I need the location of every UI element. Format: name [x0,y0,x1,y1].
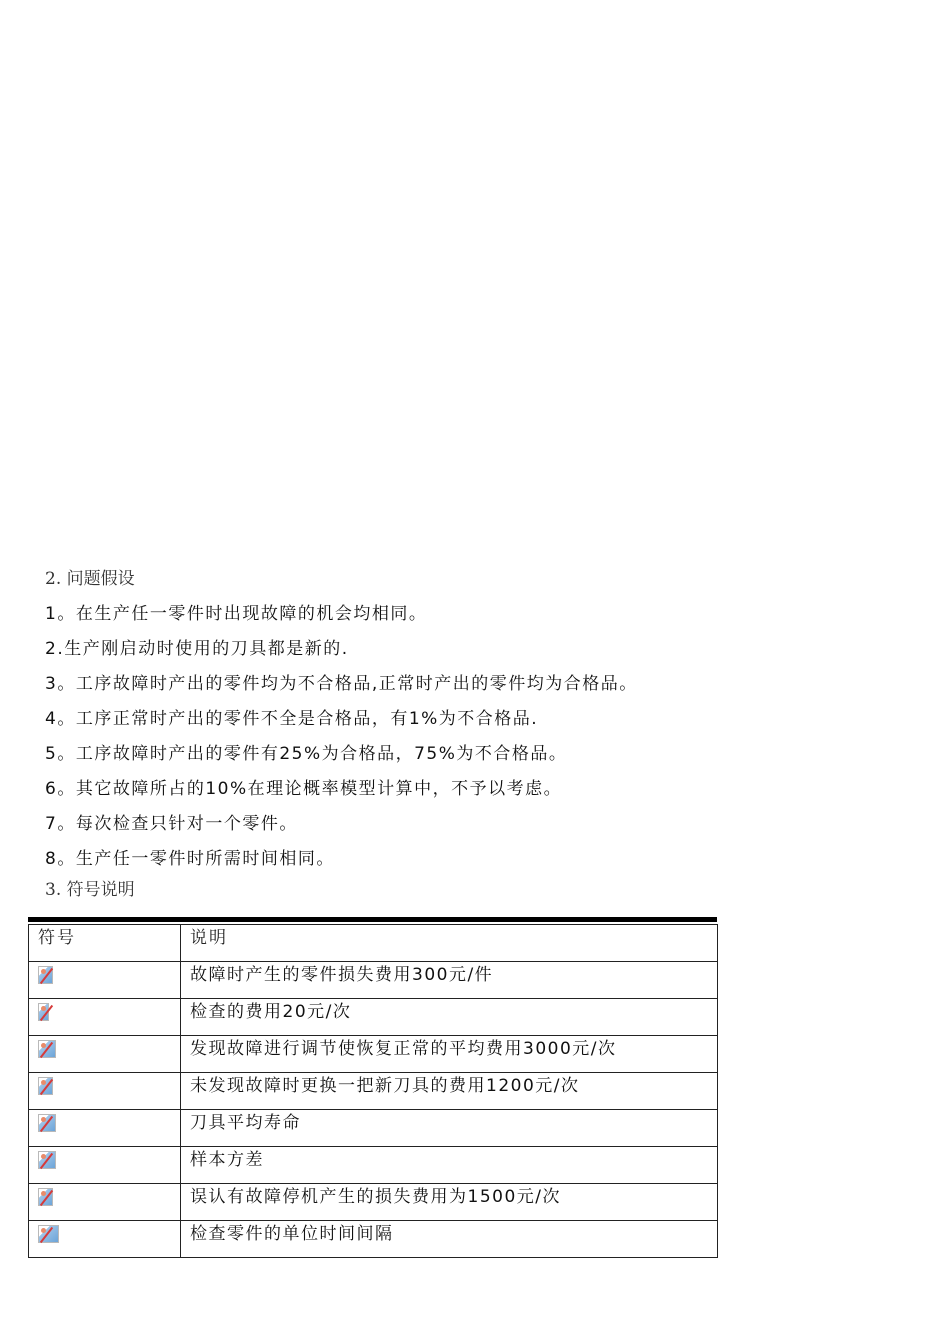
description-cell: 故障时产生的零件损失费用300元/件 [181,962,718,999]
table-top-rule [28,917,717,922]
table-row [29,1184,718,1221]
broken-image-icon [38,1151,56,1169]
assumption-item: 3。工序故障时产出的零件均为不合格品,正常时产出的零件均为合格品。 [45,674,638,694]
symbol-cell [29,1036,181,1073]
assumption-item: 7。每次检查只针对一个零件。 [45,814,298,834]
table-row [29,1221,718,1258]
symbol-cell [29,1147,181,1184]
description-cell: 检查零件的单位时间间隔 [181,1221,718,1258]
assumption-item: 1。在生产任一零件时出现故障的机会均相同。 [45,604,428,624]
broken-image-icon [38,1040,56,1058]
table-row [29,962,718,999]
symbol-table [28,924,718,1258]
header-symbol: 符号 [29,925,181,962]
assumption-item: 4。工序正常时产出的零件不全是合格品，有1%为不合格品. [45,709,539,729]
description-cell: 刀具平均寿命 [181,1110,718,1147]
symbol-cell [29,999,181,1036]
symbol-cell [29,1073,181,1110]
table-row [29,1147,718,1184]
table-row [29,1073,718,1110]
table-row [29,1036,718,1073]
section-heading-assumptions: 2. 问题假设 [45,569,135,589]
description-cell: 误认有故障停机产生的损失费用为1500元/次 [181,1184,718,1221]
header-description: 说明 [181,925,718,962]
assumption-item: 6。其它故障所占的10%在理论概率模型计算中，不予以考虑。 [45,779,563,799]
table-row [29,999,718,1036]
broken-image-icon [38,966,53,984]
description-cell: 发现故障进行调节使恢复正常的平均费用3000元/次 [181,1036,718,1073]
assumption-item: 5。工序故障时产出的零件有25%为合格品，75%为不合格品。 [45,744,568,764]
description-cell: 检查的费用20元/次 [181,999,718,1036]
broken-image-icon [38,1188,53,1206]
symbol-table-container [28,917,717,1258]
document-body [45,566,905,903]
assumption-list [45,597,905,877]
section-heading-symbols: 3. 符号说明 [45,880,135,900]
table-row [29,1110,718,1147]
description-cell: 未发现故障时更换一把新刀具的费用1200元/次 [181,1073,718,1110]
table-header-row [29,925,718,962]
assumption-item: 2.生产刚启动时使用的刀具都是新的. [45,639,349,659]
description-cell: 样本方差 [181,1147,718,1184]
symbol-cell [29,1221,181,1258]
assumption-item: 8。生产任一零件时所需时间相同。 [45,849,335,869]
broken-image-icon [38,1114,56,1132]
broken-image-icon [38,1003,49,1021]
symbol-cell [29,962,181,999]
symbol-cell [29,1110,181,1147]
symbol-cell [29,1184,181,1221]
broken-image-icon [38,1077,53,1095]
broken-image-icon [38,1225,59,1243]
